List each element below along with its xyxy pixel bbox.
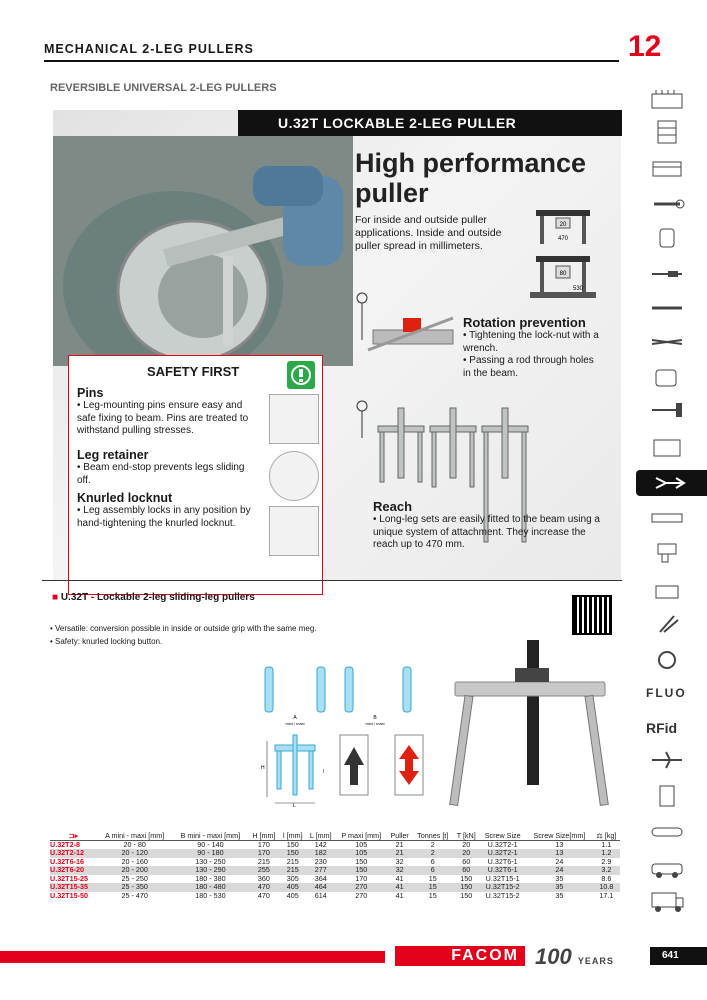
table-cell: 230 — [314, 856, 327, 866]
table-cell: 2 — [430, 839, 435, 849]
table-cell: 60 — [453, 866, 479, 875]
safety-knurled-heading: Knurled locknut — [77, 491, 173, 505]
sidebar-truck-icon[interactable] — [648, 890, 686, 914]
table-cell: 2.9 — [601, 856, 612, 866]
table-cell: 150 — [335, 866, 387, 875]
table-cell: 21 — [395, 839, 404, 849]
table-header-weight — [593, 822, 620, 840]
table-cell: 360 — [257, 873, 270, 883]
sidebar-tape-measure-icon[interactable] — [648, 366, 686, 390]
table-cell: 13 — [555, 839, 564, 849]
product-reference: U.32T2-12 — [50, 849, 97, 858]
anniversary-logo — [535, 944, 614, 970]
leg-retainer-thumbnail — [269, 451, 319, 501]
headline-line-2: puller — [355, 178, 429, 208]
table-cell: 150 — [460, 873, 473, 883]
table-cell: 35 — [526, 883, 593, 892]
sidebar-rfid-label[interactable]: RFid — [646, 720, 678, 736]
table-cell: 215 — [257, 856, 270, 866]
rotation-illustration — [348, 290, 458, 370]
spread-d-label: 530 — [572, 286, 584, 292]
sidebar-toolbox-icon[interactable] — [648, 156, 686, 180]
sidebar-bit-icon[interactable] — [648, 296, 686, 320]
table-cell: 150 — [453, 883, 479, 892]
table-cell: 215 — [286, 856, 299, 866]
table-cell: 255 — [248, 866, 279, 875]
sidebar-car-icon[interactable] — [648, 856, 686, 880]
table-cell: 150 — [355, 856, 368, 866]
table-cell: 15 — [428, 873, 437, 883]
sidebar-pliers-icon[interactable] — [648, 330, 686, 354]
product-reference: U.32T15-50 — [50, 891, 88, 901]
facom-logo — [395, 946, 525, 966]
table-cell: 25 - 470 — [121, 891, 148, 901]
table-cell: 405 — [279, 883, 306, 892]
product-section-title — [52, 592, 255, 603]
table-header: P maxi [mm] — [335, 822, 387, 840]
table-cell: 150 — [279, 849, 306, 858]
table-cell: 20 - 160 — [121, 856, 148, 866]
product-reference: U.32T15-25 — [50, 873, 88, 883]
reach-text: • Long-leg sets are easily fitted to the beam using a unique system of attachment. They increase the reach up to 470 mm. — [373, 514, 600, 550]
qr-code-icon[interactable] — [572, 595, 612, 635]
table-cell: 25 - 250 — [121, 873, 148, 883]
table-cell: 17.1 — [599, 891, 614, 901]
table-header: Tonnes [t] — [412, 822, 453, 840]
sidebar-airplane-icon[interactable] — [648, 748, 686, 772]
sidebar-vise-icon[interactable] — [648, 578, 686, 602]
sidebar-saw-icon[interactable] — [648, 436, 686, 460]
safety-leg-retainer-text: • Beam end-stop prevents legs sliding off. — [77, 462, 245, 486]
headline-line-1: High performance — [355, 148, 587, 178]
sidebar-impact-wrench-icon[interactable] — [648, 540, 686, 564]
table-header: Screw Size — [479, 822, 526, 840]
table-cell: 35 — [555, 873, 564, 883]
table-cell: 130 - 290 — [172, 866, 248, 875]
sidebar-cabinet-icon[interactable] — [648, 120, 686, 144]
table-cell: 105 — [355, 839, 368, 849]
table-cell: 180 - 380 — [195, 873, 226, 883]
rotation-point-1: • Tightening the lock-nut with a wrench. — [463, 330, 599, 354]
table-cell: 10.8 — [593, 883, 620, 892]
table-cell: 270 — [335, 883, 387, 892]
red-square-icon: ■ — [52, 592, 61, 603]
table-header: A mini - maxi [mm] — [97, 822, 173, 840]
table-cell: 130 - 250 — [195, 856, 226, 866]
table-cell: 41 — [387, 883, 412, 892]
feature-bullet-1: • Versatile: conversion possible in inside or outside grip with the same meg. — [50, 624, 317, 633]
table-header: l [mm] — [279, 822, 306, 840]
table-cell: 41 — [395, 891, 404, 901]
table-header: T [kN] — [453, 822, 479, 840]
table-cell: U.32T2-1 — [479, 849, 526, 858]
table-cell: 20 - 120 — [97, 849, 173, 858]
chapter-number: 12 — [628, 30, 662, 63]
product-photo — [53, 136, 353, 366]
spread-a-label: 20 — [559, 222, 567, 228]
safety-icon — [287, 361, 315, 389]
product-reference: U.32T6-16 — [50, 856, 84, 866]
table-cell: 6 — [412, 866, 453, 875]
safety-leg-retainer-heading: Leg retainer — [77, 448, 149, 462]
table-row — [50, 892, 620, 901]
table-cell: 182 — [306, 849, 335, 858]
spread-c-label: 80 — [559, 271, 567, 277]
table-cell: U.32T15-1 — [485, 873, 520, 883]
footer-red-bar — [0, 951, 385, 963]
table-cell: 180 - 530 — [195, 891, 226, 901]
table-cell: 614 — [314, 891, 327, 901]
sidebar-torque-icon[interactable] — [648, 820, 686, 844]
product-reference: U.32T6-20 — [50, 866, 97, 875]
table-cell: 180 - 480 — [172, 883, 248, 892]
table-cell: 20 — [462, 839, 471, 849]
table-cell: U.32T15-2 — [485, 891, 520, 901]
sidebar-fluo-label[interactable]: FLUO — [646, 686, 687, 700]
table-cell: 32 — [387, 866, 412, 875]
table-cell: 60 — [462, 856, 471, 866]
table-cell: 90 - 140 — [197, 839, 224, 849]
product-table — [50, 822, 620, 901]
table-cell: 21 — [387, 849, 412, 858]
table-cell: 35 — [555, 891, 564, 901]
table-header: L [mm] — [306, 822, 335, 840]
table-cell: 24 — [555, 856, 564, 866]
anniversary-years: YEARS — [577, 956, 614, 966]
table-header: H [mm] — [248, 822, 279, 840]
table-header: Screw Size[mm] — [526, 822, 593, 840]
weight-icon: ⚖ — [596, 830, 605, 840]
table-cell: 90 - 180 — [172, 849, 248, 858]
table-cell: 20 - 200 — [97, 866, 173, 875]
table-cell: 170 — [248, 849, 279, 858]
sidebar-puller-icon-active[interactable] — [636, 470, 707, 496]
table-cell: 1.1 — [601, 839, 612, 849]
table-cell: 41 — [395, 873, 404, 883]
table-cell: 1.2 — [593, 849, 620, 858]
table-cell: U.32T15-2 — [479, 883, 526, 892]
page-number: 641 — [650, 947, 707, 965]
section-rule — [42, 580, 622, 581]
feature-bullet-2: • Safety: knurled locking button. — [50, 637, 163, 646]
table-cell: 464 — [306, 883, 335, 892]
header-rule — [44, 60, 619, 62]
table-cell: 25 - 350 — [97, 883, 173, 892]
facom-ref-icon: ⊐▸ — [68, 830, 79, 840]
dim-l-label: l — [323, 769, 325, 775]
dim-h-label: H — [261, 765, 265, 771]
product-reference: U.32T15-35 — [50, 883, 97, 892]
table-cell: 170 — [355, 873, 368, 883]
table-cell: 277 — [306, 866, 335, 875]
safety-title: SAFETY FIRST — [147, 364, 240, 379]
table-cell: U.32T2-1 — [487, 839, 518, 849]
table-cell: 170 — [257, 839, 270, 849]
dim-b-sub: mini / maxi — [365, 721, 385, 726]
intro-text: For inside and outside puller applications. Inside and outside puller spread in millimeters. — [355, 214, 502, 252]
table-cell: 364 — [314, 873, 327, 883]
table-cell: 150 — [460, 891, 473, 901]
table-cell: U.32T6-1 — [487, 856, 518, 866]
page-subtitle: REVERSIBLE UNIVERSAL 2-LEG PULLERS — [50, 82, 277, 94]
sidebar-extractor-icon[interactable] — [648, 506, 686, 530]
table-cell: 150 — [286, 839, 299, 849]
pins-thumbnail — [269, 394, 319, 444]
table-cell: 105 — [335, 849, 387, 858]
rotation-point-2: • Passing a rod through holes in the beam. — [463, 355, 594, 379]
safety-knurled-text: • Leg assembly locks in any position by hand-tightening the knurled locknut. — [77, 505, 251, 529]
headline — [355, 148, 586, 208]
dim-a-sub: mini / maxi — [285, 721, 305, 726]
table-header: B mini - maxi [mm] — [172, 822, 248, 840]
sidebar-socket-icon[interactable] — [648, 226, 686, 250]
sidebar-electrical-icon[interactable] — [648, 784, 686, 808]
dim-a-label: A — [293, 715, 297, 721]
table-header: Puller — [387, 822, 412, 840]
spread-diagram — [528, 208, 598, 304]
sidebar-toolset-icon[interactable] — [648, 88, 686, 112]
spread-b-label: 470 — [557, 236, 569, 242]
rotation-prevention-title: Rotation prevention — [463, 315, 586, 330]
table-cell: 8.6 — [601, 873, 612, 883]
hero-panel — [53, 110, 621, 580]
table-cell: 270 — [355, 891, 368, 901]
sidebar-spark-icon[interactable] — [648, 612, 686, 636]
table-cell: 20 — [453, 849, 479, 858]
puller-in-use-illustration — [53, 136, 353, 366]
sidebar-strap-icon[interactable] — [648, 648, 686, 672]
product-reference: U.32T2-8 — [50, 839, 80, 849]
table-cell: 405 — [286, 891, 299, 901]
dim-L-label: L — [293, 803, 296, 809]
table-cell: 470 — [248, 883, 279, 892]
table-cell: 20 - 80 — [123, 839, 146, 849]
sidebar-hammer-icon[interactable] — [648, 398, 686, 422]
table-cell: 24 — [526, 866, 593, 875]
safety-first-box — [68, 355, 323, 595]
anniversary-number: 100 — [535, 944, 572, 969]
section-header-title: MECHANICAL 2-LEG PULLERS — [44, 42, 254, 56]
table-cell: 6 — [430, 856, 435, 866]
table-header-row — [50, 822, 620, 840]
sidebar-wrench-icon[interactable] — [648, 192, 686, 216]
safety-pins-heading: Pins — [77, 386, 104, 400]
table-cell: 305 — [286, 873, 299, 883]
dim-b-label: B — [373, 715, 377, 721]
safety-pins-text: • Leg-mounting pins ensure easy and safe fixing to beam. Pins are treated to withstand pulling stresses. — [77, 400, 249, 436]
knurled-locknut-thumbnail — [269, 506, 319, 556]
product-banner: U.32T LOCKABLE 2-LEG PULLER — [238, 110, 622, 136]
table-cell: 215 — [279, 866, 306, 875]
table-cell: 15 — [428, 891, 437, 901]
product-section-title-text: U.32T - Lockable 2-leg sliding-leg pullers — [60, 592, 255, 603]
puller-product-photo — [445, 640, 615, 815]
table-cell: 32 — [395, 856, 404, 866]
table-cell: 2 — [412, 849, 453, 858]
table-cell: 13 — [526, 849, 593, 858]
reach-title: Reach — [373, 499, 413, 514]
table-cell: 142 — [314, 839, 327, 849]
table-cell: 470 — [257, 891, 270, 901]
table-cell: 15 — [412, 883, 453, 892]
facom-logo-text: FACOM — [451, 947, 519, 964]
table-cell: U.32T6-1 — [479, 866, 526, 875]
table-header-weight-label: [kg] — [604, 830, 617, 840]
table-header-ref — [50, 822, 97, 840]
dimension-diagram — [255, 665, 430, 815]
sidebar-screwdriver-icon[interactable] — [648, 262, 686, 286]
table-cell: 3.2 — [593, 866, 620, 875]
